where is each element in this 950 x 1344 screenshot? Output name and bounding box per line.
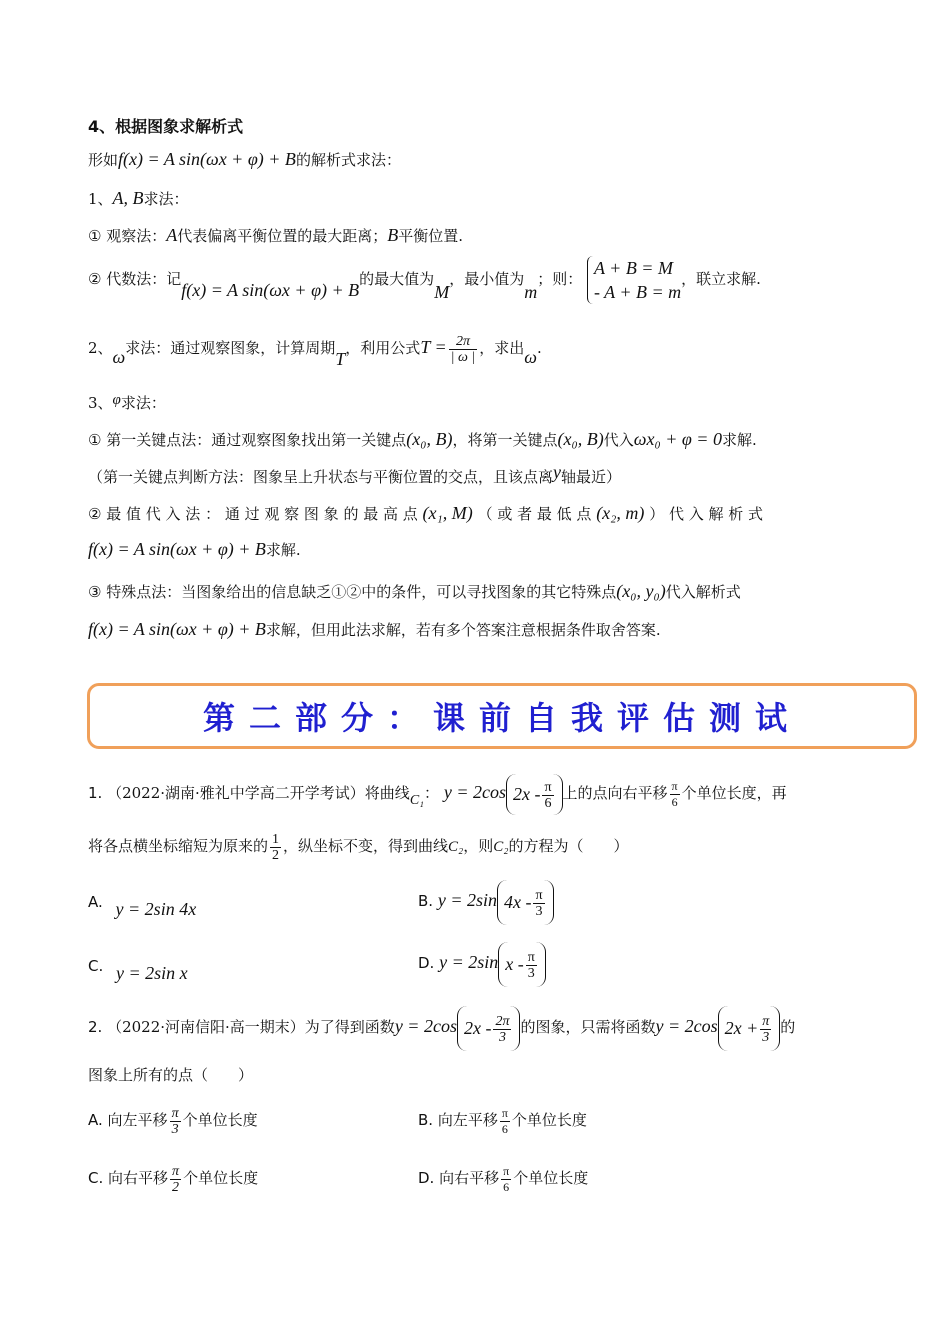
q2-option-a[interactable]	[88, 1102, 258, 1138]
extreme-point1: (x₁, M)	[422, 503, 473, 523]
key-text1: 第一关键点法：通过观察图象找出第一关键点	[106, 431, 407, 449]
q2-line1	[88, 1004, 795, 1051]
algebra-min-var: m	[524, 282, 538, 302]
omega-text2: ，利用公式	[345, 339, 421, 357]
equation-system	[587, 256, 681, 304]
algebra-text4: ；则：	[537, 270, 583, 288]
q2-option-c-post: 个单位长度	[183, 1169, 259, 1187]
q2-option-a-frac	[170, 1106, 181, 1137]
special-formula: f(x) = A sin(ωx + φ) + B	[88, 619, 266, 639]
q1-text7: 的方程为（ ）	[508, 837, 629, 855]
q2-option-c-num: π	[172, 1163, 180, 1179]
key-text2: ，将第一关键点	[452, 431, 558, 449]
q1-text5: ，纵坐标不变，得到曲线	[283, 837, 449, 855]
phi-var: φ	[112, 392, 121, 408]
q1-eq-inner: 2x -	[512, 783, 541, 804]
q2-option-b-num: π	[501, 1105, 508, 1120]
q1-eq-num: π	[544, 780, 552, 795]
q2-option-a-den: 3	[171, 1121, 179, 1137]
q2-option-d[interactable]	[418, 1160, 588, 1196]
omega-line	[88, 332, 542, 369]
observe-text1: 观察法：	[106, 227, 167, 245]
q2-text3: 的	[780, 1018, 796, 1036]
key-point-line	[88, 428, 757, 451]
algebra-text3: ，最小值为	[449, 270, 525, 288]
special-line2	[88, 618, 661, 641]
algebra-mark: ②	[88, 270, 102, 288]
q1-text3: 个单位长度，再	[681, 784, 787, 802]
q2-option-c-den: 2	[172, 1179, 180, 1195]
q2-eq1-inner: 2x -	[463, 1017, 492, 1038]
q2-option-a-pre: 向左平移	[107, 1111, 168, 1129]
observe-mark: ①	[88, 227, 102, 245]
q1-option-b-num: π	[535, 888, 543, 903]
q1-curve2b: C₂	[493, 839, 509, 855]
special-text1: 特殊点法：当图象给出的信息缺乏①②中的条件，可以寻找图象的其它特殊点	[106, 583, 617, 601]
q2-option-c[interactable]	[88, 1160, 258, 1196]
q2-option-d-post: 个单位长度	[513, 1169, 589, 1187]
extreme-mark: ②	[88, 505, 102, 523]
extreme-text2: （ 或 者 最 低 点	[477, 505, 592, 523]
omega-var2: ω	[524, 347, 537, 367]
q2-eq1-num: 2π	[495, 1014, 510, 1029]
q2-option-d-num: π	[503, 1163, 510, 1178]
q2-option-d-pre: 向右平移	[439, 1169, 500, 1187]
q2-text2: 的图象，只需将函数	[520, 1018, 656, 1036]
q1-option-c[interactable]	[88, 954, 188, 983]
key-note2: 轴最近）	[561, 468, 622, 486]
q1-eq-den: 6	[544, 796, 552, 811]
q1-option-d-label: D.	[418, 954, 435, 972]
q1-scale-den: 2	[272, 847, 280, 863]
extreme-text3: ） 代 入 解 析 式	[649, 505, 764, 523]
q2-eq1-frac	[493, 1014, 511, 1045]
q1-eq-lhs: y = 2cos	[443, 782, 506, 802]
q1-option-d-lhs: y = 2sin	[439, 952, 499, 972]
phi-title-line	[88, 392, 166, 415]
q2-option-d-den: 6	[503, 1179, 510, 1194]
q1-option-a-label: A.	[88, 893, 103, 911]
observe-text3: 平衡位置.	[398, 227, 464, 245]
q1-option-b-frac	[533, 888, 544, 919]
q2-option-b-frac	[500, 1106, 510, 1137]
ab-title-suffix: 求法：	[143, 190, 189, 208]
q1-option-d-num: π	[527, 950, 535, 965]
q2-eq1-paren	[457, 1006, 521, 1051]
special-line	[88, 580, 741, 603]
ab-title-prefix: 1、	[88, 190, 113, 208]
omega-formula-lhs: T =	[420, 337, 447, 357]
q1-text4: 将各点横坐标缩短为原来的	[88, 837, 269, 855]
system-line1: A + B = M	[594, 258, 673, 278]
observe-line	[88, 224, 463, 247]
q1-option-a[interactable]	[88, 890, 197, 919]
omega-text1: 求法：通过观察图象，计算周期	[125, 339, 336, 357]
omega-period: T	[335, 349, 346, 369]
key-point: (x₀, B)	[406, 429, 453, 449]
banner-title: 第二部分：课前自我评估测试	[202, 699, 801, 737]
q1-shift-frac	[670, 779, 680, 810]
algebra-text2: 的最大值为	[359, 270, 435, 288]
q2-option-b-post: 个单位长度	[511, 1111, 587, 1129]
observe-text2: 代表偏离平衡位置的最大距离；	[177, 227, 388, 245]
q2-option-d-frac	[501, 1164, 511, 1195]
q1-source: （2022·湖南·雅礼中学高二开学考试）将曲线	[107, 784, 410, 802]
ab-title-line	[88, 187, 189, 210]
q1-option-d-den: 3	[527, 966, 535, 981]
omega-fraction	[449, 334, 478, 365]
q1-number: 1.	[88, 784, 103, 802]
algebra-max-var: M	[434, 282, 450, 302]
observe-b: B	[387, 225, 399, 245]
intro-prefix: 形如	[88, 151, 119, 169]
q1-text6: ，则	[463, 837, 494, 855]
q2-source: （2022·河南信阳·高一期末）为了得到函数	[107, 1018, 395, 1036]
omega-var: ω	[112, 347, 126, 367]
key-note-y: y	[553, 462, 562, 482]
q2-option-b-den: 6	[501, 1121, 508, 1136]
q2-number: 2.	[88, 1018, 103, 1036]
q1-scale-frac	[270, 832, 281, 863]
special-text3: 求解，但用此法求解，若有多个答案注意根据条件取舍答案.	[265, 621, 661, 639]
q1-colon: ：	[424, 784, 440, 802]
q1-option-a-expr: y = 2sin 4x	[115, 899, 197, 919]
q1-curve2: C₂	[448, 839, 464, 855]
q2-option-a-post: 个单位长度	[182, 1111, 258, 1129]
section-heading: 4、根据图象求解析式	[88, 117, 244, 136]
extreme-text4: 求解.	[265, 541, 301, 559]
algebra-line	[88, 256, 761, 304]
q2-option-b[interactable]	[418, 1102, 587, 1138]
q2-eq1-den: 3	[498, 1030, 506, 1045]
extreme-formula: f(x) = A sin(ωx + φ) + B	[88, 539, 266, 559]
q2-eq2-paren	[718, 1006, 781, 1051]
q2-eq2-num: π	[762, 1014, 770, 1029]
q1-option-c-expr: y = 2sin x	[116, 963, 188, 983]
key-note1: （第一关键点判断方法：图象呈上升状态与平衡位置的交点，且该点离	[88, 468, 554, 486]
extreme-text1: 最 值 代 入 法 ： 通 过 观 察 图 象 的 最 高 点	[106, 505, 418, 523]
q1-eq-frac	[542, 780, 553, 811]
key-text4: 求解.	[721, 431, 757, 449]
q1-option-d-inner: x -	[505, 953, 524, 974]
q1-option-b[interactable]	[418, 878, 554, 925]
phi-text: 求法：	[120, 394, 166, 412]
q1-scale-num: 1	[272, 831, 280, 847]
omega-text3: ，求出	[479, 339, 525, 357]
q1-eq-paren	[506, 774, 563, 815]
key-note-line	[88, 462, 622, 488]
q2-option-b-label: B.	[418, 1111, 434, 1129]
q2-option-a-label: A.	[88, 1111, 103, 1129]
key-formula: ωx₀ + φ = 0	[633, 429, 722, 449]
q2-option-c-frac	[170, 1164, 181, 1195]
extreme-point2: (x₂, m)	[596, 503, 645, 523]
q1-line1	[88, 772, 787, 815]
q2-eq2-inner: 2x +	[724, 1017, 759, 1038]
key-point2: (x₀, B)	[557, 429, 604, 449]
q1-option-b-paren	[497, 880, 554, 925]
omega-prefix: 2、	[88, 339, 113, 357]
q1-curve1: C₁	[409, 793, 425, 808]
q2-option-b-pre: 向左平移	[437, 1111, 498, 1129]
q1-option-b-den: 3	[535, 904, 543, 919]
q2-eq2-frac	[760, 1014, 771, 1045]
omega-frac-den: | ω |	[450, 349, 476, 365]
phi-prefix: 3、	[88, 394, 113, 412]
key-text3: 代入	[603, 431, 634, 449]
q2-option-c-pre: 向右平移	[108, 1169, 169, 1187]
q2-eq2-den: 3	[762, 1030, 770, 1045]
q2-option-d-label: D.	[418, 1169, 435, 1187]
q2-option-c-label: C.	[88, 1169, 104, 1187]
q1-shift-num: π	[671, 778, 678, 793]
q2-eq2-lhs: y = 2cos	[655, 1016, 718, 1036]
ab-title-vars: A, B	[112, 188, 144, 208]
special-point: (x₀, y₀)	[616, 581, 666, 601]
q1-option-d-paren	[498, 942, 546, 987]
q1-option-b-label: B.	[418, 892, 434, 910]
q1-line2	[88, 828, 629, 865]
q1-option-c-label: C.	[88, 957, 104, 975]
section-banner	[87, 683, 917, 749]
q1-option-b-lhs: y = 2sin	[437, 890, 497, 910]
q1-option-d-frac	[526, 950, 537, 981]
intro-formula: f(x) = A sin(ωx + φ) + B	[118, 149, 296, 169]
extreme-line	[88, 502, 763, 525]
extreme-line2	[88, 538, 301, 561]
q1-shift-den: 6	[671, 794, 678, 809]
omega-frac-num: 2π	[449, 334, 478, 350]
system-line2: - A + B = m	[594, 282, 682, 302]
q1-option-b-inner: 4x -	[504, 891, 532, 912]
intro-line	[88, 148, 401, 171]
q1-option-d[interactable]	[418, 940, 546, 987]
observe-a: A	[166, 225, 178, 245]
q2-text4: 图象上所有的点（ ）	[88, 1066, 254, 1084]
algebra-text1: 代数法：记	[106, 270, 182, 288]
q2-eq1-lhs: y = 2cos	[394, 1016, 457, 1036]
algebra-formula: f(x) = A sin(ωx + φ) + B	[181, 280, 360, 300]
q1-text2: 上的点向右平移	[562, 784, 668, 802]
q2-line2	[88, 1064, 253, 1086]
q2-option-a-num: π	[171, 1105, 179, 1121]
special-text2: 代入解析式	[665, 583, 741, 601]
algebra-text5: ，联立求解.	[681, 270, 761, 288]
special-mark: ③	[88, 583, 102, 601]
intro-suffix: 的解析式求法：	[295, 151, 401, 169]
key-mark: ①	[88, 431, 102, 449]
omega-end: .	[536, 339, 542, 357]
